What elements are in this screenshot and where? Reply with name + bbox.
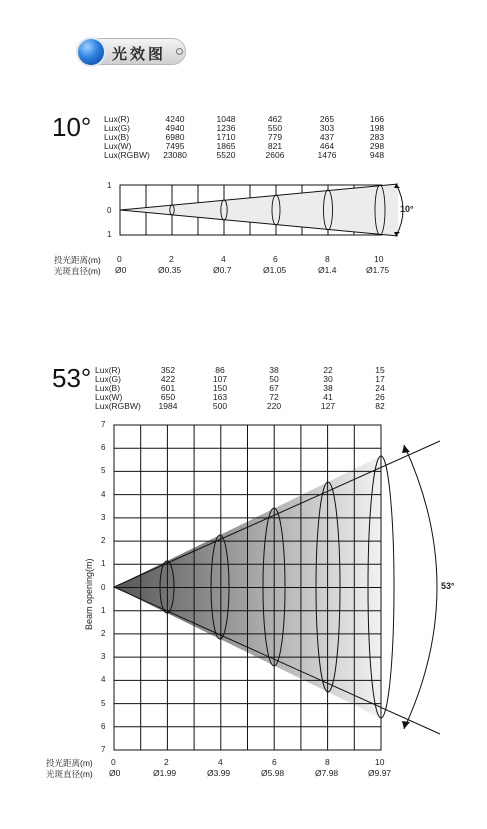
lux-label: Lux(G) <box>95 374 121 384</box>
lux-value: 1236 <box>216 123 236 133</box>
lux-value: 150 <box>212 383 228 393</box>
y-tick: 5 <box>101 698 106 708</box>
lux-value: 283 <box>369 132 385 142</box>
lux-value: 26 <box>375 392 385 402</box>
diameter-value: Ø0.7 <box>213 265 232 275</box>
y-tick: 3 <box>101 652 106 662</box>
lux-value: 352 <box>160 365 176 375</box>
diameter-value: Ø7.98 <box>315 768 339 778</box>
y-tick: 7 <box>101 420 106 429</box>
y-axis-label: Beam opening(m) <box>84 558 94 630</box>
diameter-value: Ø1.75 <box>366 265 390 275</box>
page-title: 光效图 <box>112 46 167 63</box>
diameter-value: Ø0 <box>109 768 121 778</box>
angle-arc <box>404 445 437 729</box>
lux-value: 779 <box>267 132 283 142</box>
y-tick: 1 <box>101 605 106 615</box>
lux-value: 67 <box>269 383 279 393</box>
y-tick: 2 <box>101 536 106 546</box>
lux-value: 38 <box>323 383 333 393</box>
diameter-value: Ø0 <box>115 265 127 275</box>
angle-marker-10: 10° <box>400 204 414 214</box>
angle-marker-53: 53° <box>441 581 455 591</box>
beam-angle-53: 53° <box>52 363 92 393</box>
y-tick: 3 <box>101 512 106 522</box>
lux-value: 298 <box>369 141 385 151</box>
lux-value: 303 <box>319 123 335 133</box>
lux-label: Lux(G) <box>104 123 130 133</box>
lux-value: 5520 <box>216 150 236 160</box>
lux-value: 86 <box>215 365 225 375</box>
lux-value: 17 <box>375 374 385 384</box>
arrow-head-icon <box>402 721 410 729</box>
distance-value: 2 <box>169 254 174 264</box>
lux-value: 72 <box>269 392 279 402</box>
distance-label: 投光距离(m) <box>54 255 101 265</box>
diameter-value: Ø0.35 <box>158 265 182 275</box>
distance-value: 6 <box>273 254 278 264</box>
lux-value: 1984 <box>158 401 178 411</box>
diameter-value: Ø1.99 <box>153 768 177 778</box>
lux-value: 220 <box>266 401 282 411</box>
distance-value: 8 <box>325 757 330 767</box>
lux-value: 22 <box>323 365 333 375</box>
y-tick: 0 <box>101 582 106 592</box>
lux-label: Lux(B) <box>104 132 130 142</box>
arrow-head-icon <box>402 445 410 453</box>
lux-value: 2606 <box>265 150 285 160</box>
y-tick: 5 <box>101 466 106 476</box>
lux-label: Lux(R) <box>95 365 121 375</box>
lux-value: 948 <box>369 150 385 160</box>
lux-value: 7495 <box>165 141 185 151</box>
y-tick: 1 <box>101 559 106 569</box>
lux-value: 1865 <box>216 141 236 151</box>
beam-angle-10: 10° <box>52 112 92 142</box>
lux-label: Lux(RGBW) <box>104 150 150 160</box>
lux-label: Lux(RGBW) <box>95 401 141 411</box>
lux-value: 198 <box>369 123 385 133</box>
lux-value: 1710 <box>216 132 236 142</box>
lux-value: 1048 <box>216 114 236 124</box>
distance-label: 投光距离(m) <box>46 758 93 768</box>
lux-label: Lux(W) <box>95 392 123 402</box>
diameter-label: 光斑直径(m) <box>54 266 101 276</box>
lux-value: 4240 <box>165 114 185 124</box>
distance-value: 10 <box>375 757 385 767</box>
lux-value: 82 <box>375 401 385 411</box>
lux-value: 437 <box>319 132 335 142</box>
lux-value: 4940 <box>165 123 185 133</box>
lux-value: 166 <box>369 114 385 124</box>
lux-value: 6980 <box>165 132 185 142</box>
y-tick: 6 <box>101 721 106 731</box>
lux-value: 23080 <box>163 150 187 160</box>
diameter-value: Ø1.4 <box>318 265 337 275</box>
lux-value: 265 <box>319 114 335 124</box>
distance-value: 10 <box>374 254 384 264</box>
lux-value: 500 <box>212 401 228 411</box>
lux-value: 550 <box>267 123 283 133</box>
lux-value: 462 <box>267 114 283 124</box>
lux-value: 601 <box>160 383 176 393</box>
distance-value: 0 <box>117 254 122 264</box>
y-tick: 1 <box>107 230 112 239</box>
distance-value: 0 <box>111 757 116 767</box>
y-tick: 1 <box>107 181 112 190</box>
lux-value: 41 <box>323 392 333 402</box>
lux-value: 127 <box>320 401 336 411</box>
y-tick: 7 <box>101 745 106 754</box>
diameter-value: Ø9.97 <box>368 768 392 778</box>
distance-value: 4 <box>218 757 223 767</box>
lux-value: 15 <box>375 365 385 375</box>
diameter-value: Ø1.05 <box>263 265 287 275</box>
lux-label: Lux(R) <box>104 114 130 124</box>
lux-value: 1476 <box>317 150 337 160</box>
lux-value: 38 <box>269 365 279 375</box>
lux-value: 422 <box>160 374 176 384</box>
lux-label: Lux(W) <box>104 141 132 151</box>
lux-value: 24 <box>375 383 385 393</box>
distance-value: 4 <box>221 254 226 264</box>
lux-value: 50 <box>269 374 279 384</box>
y-tick: 6 <box>101 443 106 453</box>
lux-value: 464 <box>319 141 335 151</box>
y-tick: 2 <box>101 628 106 638</box>
lux-label: Lux(B) <box>95 383 121 393</box>
lux-value: 821 <box>267 141 283 151</box>
diameter-value: Ø5.98 <box>261 768 285 778</box>
lux-value: 30 <box>323 374 333 384</box>
y-tick: 4 <box>101 489 106 499</box>
lux-value: 107 <box>212 374 228 384</box>
diameter-value: Ø3.99 <box>207 768 231 778</box>
distance-value: 6 <box>272 757 277 767</box>
lux-value: 163 <box>212 392 228 402</box>
distance-value: 8 <box>325 254 330 264</box>
lux-value: 650 <box>160 392 176 402</box>
grid-lines-53 <box>114 425 381 750</box>
distance-value: 2 <box>164 757 169 767</box>
diameter-label: 光斑直径(m) <box>46 769 93 779</box>
y-tick: 4 <box>101 675 106 685</box>
y-tick: 0 <box>107 206 112 215</box>
